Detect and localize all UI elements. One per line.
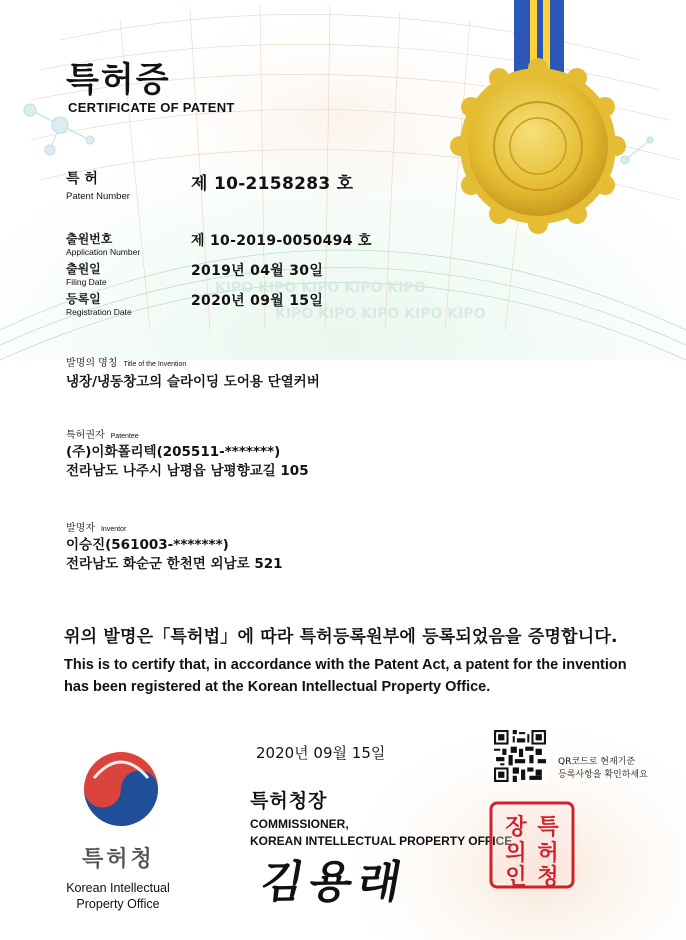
qr-note-line2: 등록사항을 확인하세요 (558, 770, 648, 780)
filing-date-label-ko: 출원일 (66, 262, 101, 276)
certification-statement-ko: 위의 발명은「특허법」에 따라 특허등록원부에 등록되었음을 증명합니다. (64, 627, 618, 647)
watermark-text: KIPO KIPO KIPO KIPO KIPO (215, 280, 426, 296)
filing-date-label-en: Filing Date (66, 277, 107, 287)
logo-name-ko: 특허청 (82, 847, 155, 872)
commissioner-title (250, 816, 512, 850)
office-name-ko: 특허청장 (250, 790, 328, 812)
registration-date-label-en: Registration Date (66, 307, 132, 317)
patentee-address: 전라남도 나주시 남평읍 남평향교길 105 (66, 463, 309, 479)
commissioner-line2: KOREAN INTELLECTUAL PROPERTY OFFICE (250, 834, 513, 848)
patent-number-value: 제 10-2158283 호 (191, 174, 354, 194)
inventor-label-en: Inventor (100, 526, 127, 533)
qr-code[interactable] (494, 730, 546, 782)
invention-label-en: Title of the Invention (123, 361, 187, 368)
qr-note (558, 756, 648, 782)
registration-date-value: 2020년 09월 15일 (191, 293, 324, 309)
filing-date-value: 2019년 04월 30일 (191, 263, 324, 279)
invention-title: 냉장/냉동창고의 슬라이딩 도어용 단열커버 (66, 374, 320, 390)
application-number-label (66, 230, 140, 257)
certificate-title-ko: 특허증 (66, 60, 171, 100)
patentee-label-en: Patentee (110, 433, 139, 440)
inventor-address: 전라남도 화순군 한천면 외남로 521 (66, 556, 283, 572)
patentee-name: (주)이화폴리텍(205511-*******) (66, 444, 281, 460)
seal-char: 장 (505, 814, 527, 840)
application-number-label-ko: 출원번호 (66, 232, 113, 246)
invention-label (66, 351, 186, 370)
logo-name-en (56, 880, 180, 912)
patent-number-label (66, 168, 130, 202)
registration-date-label (66, 290, 132, 317)
invention-label-ko: 발명의 명칭 (66, 358, 118, 369)
commissioner-line1: COMMISSIONER, (250, 817, 349, 831)
seal-char: 의 (505, 840, 527, 866)
seal-char: 특 (537, 814, 559, 840)
certification-statement-en: This is to certify that, in accordance with the Patent Act, a patent for the invention has been registered at the Korean Intellectual Property Office. (64, 657, 627, 695)
patent-number-label-en: Patent Number (66, 191, 130, 202)
inventor-label-ko: 발명자 (66, 523, 95, 534)
application-number-label-en: Application Number (66, 247, 141, 257)
inventor-name: 이승진(561003-*******) (66, 537, 229, 553)
patent-number-label-ko: 특 허 (66, 171, 98, 187)
certificate-title-en: CERTIFICATE OF PATENT (68, 100, 235, 115)
filing-date-label (66, 260, 107, 287)
logo-name-en-line2: Property Office (76, 897, 160, 911)
patentee-label-ko: 특허권자 (66, 430, 105, 441)
watermark-text: KIPO KIPO KIPO KIPO KIPO (275, 306, 486, 322)
red-official-seal (488, 800, 576, 890)
seal-char: 청 (537, 864, 559, 890)
logo-name-en-line1: Korean Intellectual (66, 881, 170, 895)
issue-date: 2020년 09월 15일 (256, 744, 386, 762)
commissioner-signature: 김용래 (256, 857, 412, 908)
seal-char: 인 (505, 864, 527, 890)
registration-date-label-ko: 등록일 (66, 292, 101, 306)
application-number-value: 제 10-2019-0050494 호 (191, 233, 372, 249)
seal-char: 허 (537, 840, 559, 866)
kipo-logo-icon (82, 748, 160, 830)
qr-note-line1: QR코드로 현재기준 (558, 757, 636, 767)
